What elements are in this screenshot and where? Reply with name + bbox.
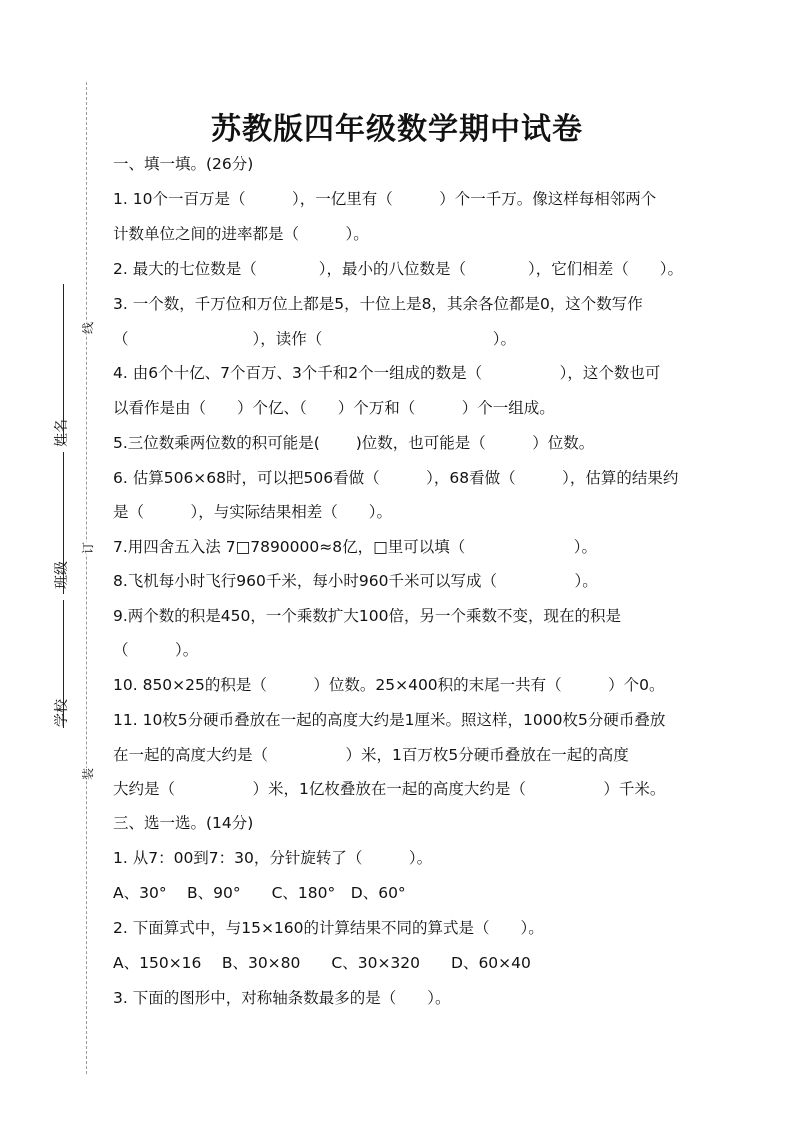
question-line: 10. 850×25的积是（ ）位数。25×400积的末尾一共有（ ）个0。	[113, 676, 665, 694]
question-line: 3. 下面的图形中，对称轴条数最多的是（ ）。	[113, 989, 451, 1007]
question-line: 在一起的高度大约是（ ）米，1百万枚5分硬币叠放在一起的高度	[113, 746, 629, 764]
question-line: 大约是（ ）米，1亿枚叠放在一起的高度大约是（ ）千米。	[113, 780, 666, 798]
choice-options: A、30° B、90° C、180° D、60°	[113, 884, 406, 902]
section-heading-fill: 一、填一填。(26分)	[113, 155, 254, 173]
question-line: 1. 从7：00到7：30，分针旋转了（ ）。	[113, 849, 433, 867]
question-line: （ ），读作（ ）。	[113, 330, 517, 348]
name-label: 姓名	[54, 419, 70, 447]
bind-mark-zhuang: 装	[81, 767, 96, 781]
class-label: 班级	[54, 561, 70, 589]
question-line: 11. 10枚5分硬币叠放在一起的高度大约是1厘米。照这样，1000枚5分硬币叠放	[113, 711, 666, 729]
question-line: 4. 由6个十亿、7个百万、3个千和2个一组成的数是（ ），这个数也可	[113, 364, 661, 382]
bind-mark-ding: 订	[81, 541, 96, 555]
question-line: 9.两个数的积是450，一个乘数扩大100倍，另一个乘数不变，现在的积是	[113, 607, 621, 625]
question-line: 7.用四舍五入法 7□7890000≈8亿，□里可以填（ ）。	[113, 538, 597, 556]
question-line: 以看作是由（ ）个亿、（ ）个万和（ ）个一组成。	[113, 399, 555, 417]
question-line: 2. 最大的七位数是（ ），最小的八位数是（ ），它们相差（ ）。	[113, 260, 683, 278]
section-heading-choice: 三、选一选。(14分)	[113, 814, 254, 832]
page-title: 苏教版四年级数学期中试卷	[211, 112, 583, 147]
question-line: 3. 一个数，千万位和万位上都是5，十位上是8，其余各位都是0，这个数写作	[113, 295, 643, 313]
binding-margin	[0, 0, 110, 1123]
question-line: 是（ ），与实际结果相差（ ）。	[113, 503, 393, 521]
question-line: 5.三位数乘两位数的积可能是( )位数，也可能是（ ）位数。	[113, 434, 595, 452]
choice-options: A、150×16 B、30×80 C、30×320 D、60×40	[113, 954, 531, 972]
bind-mark-xian: 线	[81, 321, 96, 335]
binding-dashed-line	[86, 82, 87, 1074]
question-line: （ ）。	[113, 641, 199, 659]
question-line: 2. 下面算式中，与15×160的计算结果不同的算式是（ ）。	[113, 919, 544, 937]
question-line: 8.飞机每小时飞行960千米，每小时960千米可以写成（ ）。	[113, 572, 598, 590]
school-label: 学校	[54, 699, 70, 727]
question-line: 计数单位之间的进率都是（ ）。	[113, 225, 369, 243]
question-line: 6. 估算506×68时，可以把506看做（ ），68看做（ ），估算的结果约	[113, 469, 679, 487]
question-line: 1. 10个一百万是（ ），一亿里有（ ）个一千万。像这样每相邻两个	[113, 190, 657, 208]
